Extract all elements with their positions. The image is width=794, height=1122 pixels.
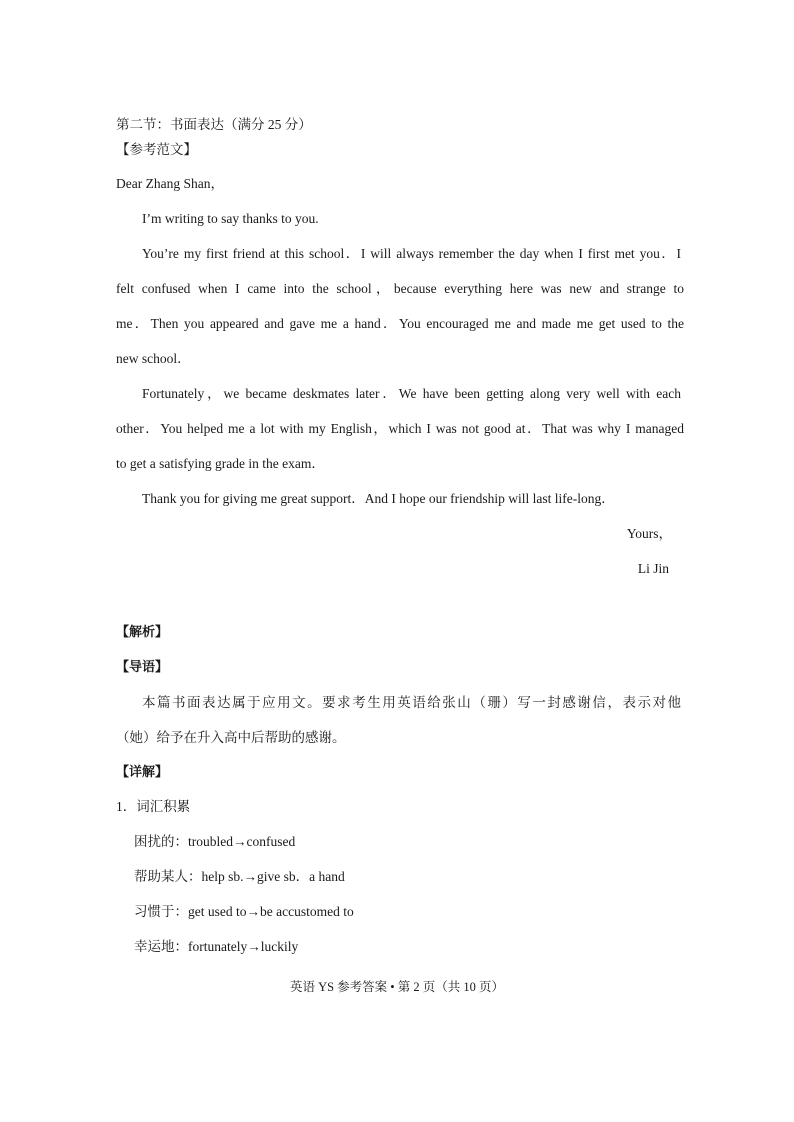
letter-paragraph-2-line-2: felt confused when I came into the school，because everything here was new and strange to: [116, 281, 684, 296]
letter-paragraph-1: I’m writing to say thanks to you.: [142, 211, 319, 226]
detail-label: 【详解】: [116, 765, 169, 780]
vocab-item: 帮助某人：help sb.→give sb．a hand: [134, 869, 345, 884]
vocab-item: 困扰的：troubled→confused: [134, 834, 296, 849]
letter-paragraph-3-line-3: to get a satisfying grade in the exam．: [116, 456, 325, 471]
letter-paragraph-3-line-1: Fortunately，we became deskmates later．We have been getting along very well with each: [142, 386, 681, 401]
letter-closing: Yours，: [626, 526, 672, 541]
letter-salutation: Dear Zhang Shan，: [116, 176, 224, 191]
analysis-label: 【解析】: [116, 625, 169, 640]
letter-paragraph-2-line-4: new school．: [116, 351, 191, 366]
section-title: 第二节：书面表达（满分 25 分）: [116, 117, 312, 132]
letter-paragraph-2-line-3: me．Then you appeared and gave me a hand．You encouraged me and made me get used to the: [116, 316, 684, 331]
vocab-item: 习惯于：get used to→be accustomed to: [134, 904, 354, 919]
letter-paragraph-4: Thank you for giving me great support．And I hope our friendship will last life-long．: [142, 491, 615, 506]
intro-label: 【导语】: [116, 660, 169, 675]
vocab-item: 幸运地：fortunately→luckily: [134, 939, 299, 954]
letter-signature: Li Jin: [637, 561, 669, 576]
letter-paragraph-2-line-1: You’re my first friend at this school．I will always remember the day when I first met you．I: [142, 246, 681, 261]
sample-essay-label: 【参考范文】: [116, 142, 197, 157]
page-footer: 英语 YS 参考答案 • 第 2 页（共 10 页）: [289, 980, 505, 994]
intro-line-2: （她）给予在升入高中后帮助的感谢。: [116, 730, 346, 745]
letter-paragraph-3-line-2: other．You helped me a lot with my English，which I was not good at．That was why I managed: [116, 421, 684, 436]
intro-line-1: 本篇书面表达属于应用文。要求考生用英语给张山（珊）写一封感谢信，表示对他: [142, 695, 681, 710]
vocab-heading: 1．词汇积累: [116, 799, 191, 814]
